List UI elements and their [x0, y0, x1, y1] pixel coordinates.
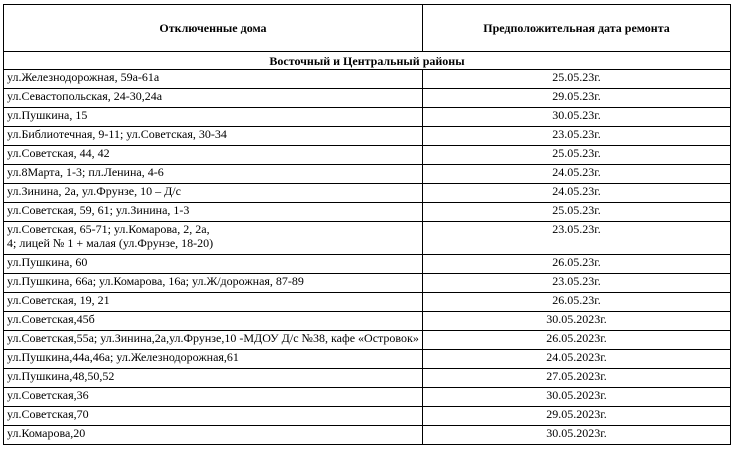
- table-row: [4, 407, 731, 426]
- repair-date-cell: 26.05.23г.: [423, 255, 731, 274]
- repair-date-cell: 30.05.2023г.: [423, 388, 731, 407]
- address-cell: ул.Зинина, 2а, ул.Фрунзе, 10 – Д/с: [4, 184, 423, 203]
- repair-date-cell: 25.05.23г.: [423, 146, 731, 165]
- repair-date-cell: 30.05.2023г.: [423, 426, 731, 445]
- table-row: [4, 331, 731, 350]
- address-cell: ул.Советская,70: [4, 407, 423, 426]
- address-cell: ул.Советская, 65-71; ул.Комарова, 2, 2а, 4; лицей № 1 + малая (ул.Фрунзе, 18-20): [4, 222, 423, 255]
- table-row: [4, 146, 731, 165]
- table-row: [4, 89, 731, 108]
- address-cell: ул.Советская, 44, 42: [4, 146, 423, 165]
- table-row: [4, 203, 731, 222]
- table-row: [4, 293, 731, 312]
- address-cell: ул.Библиотечная, 9-11; ул.Советская, 30-34: [4, 127, 423, 146]
- table-row: [4, 70, 731, 89]
- address-cell: ул.Комарова,20: [4, 426, 423, 445]
- repair-date-cell: 24.05.2023г.: [423, 350, 731, 369]
- repair-date-cell: 30.05.2023г.: [423, 312, 731, 331]
- address-cell: ул.Пушкина, 60: [4, 255, 423, 274]
- repair-date-cell: 30.05.23г.: [423, 108, 731, 127]
- repair-date-cell: 26.05.2023г.: [423, 331, 731, 350]
- header-houses: Отключенные дома: [4, 5, 423, 52]
- address-cell: ул.Пушкина,44а,46а; ул.Железнодорожная,61: [4, 350, 423, 369]
- header-row: [4, 5, 731, 52]
- repair-date-cell: 25.05.23г.: [423, 70, 731, 89]
- table-row: [4, 255, 731, 274]
- table-row: [4, 388, 731, 407]
- address-cell: ул.Советская, 19, 21: [4, 293, 423, 312]
- address-cell: ул.Советская,45б: [4, 312, 423, 331]
- repair-date-cell: 23.05.23г.: [423, 274, 731, 293]
- repair-date-cell: 29.05.2023г.: [423, 407, 731, 426]
- repair-date-cell: 27.05.2023г.: [423, 369, 731, 388]
- table-row: [4, 426, 731, 445]
- repair-date-cell: 23.05.23г.: [423, 222, 731, 255]
- address-cell: ул.Севастопольская, 24-30,24а: [4, 89, 423, 108]
- repair-date-cell: 24.05.23г.: [423, 184, 731, 203]
- table-row: [4, 184, 731, 203]
- table-row: [4, 127, 731, 146]
- repair-date-cell: 25.05.23г.: [423, 203, 731, 222]
- repair-date-cell: 26.05.23г.: [423, 293, 731, 312]
- repair-date-cell: 29.05.23г.: [423, 89, 731, 108]
- address-cell: ул.Советская,55а; ул.Зинина,2а,ул.Фрунзе,10 -МДОУ Д/с №38, кафе «Островок»: [4, 331, 423, 350]
- address-cell: ул.Пушкина, 66а; ул.Комарова, 16а; ул.Ж/дорожная, 87-89: [4, 274, 423, 293]
- address-cell: ул.Пушкина,48,50,52: [4, 369, 423, 388]
- repair-date-cell: 23.05.23г.: [423, 127, 731, 146]
- table-row: [4, 350, 731, 369]
- address-cell: ул.Советская, 59, 61; ул.Зинина, 1-3: [4, 203, 423, 222]
- address-cell: ул.8Марта, 1-3; пл.Ленина, 4-6: [4, 165, 423, 184]
- address-cell: ул.Пушкина, 15: [4, 108, 423, 127]
- repair-date-cell: 24.05.23г.: [423, 165, 731, 184]
- region-title: Восточный и Центральный районы: [4, 52, 731, 70]
- header-repair-date: Предположительная дата ремонта: [423, 5, 731, 52]
- table-row: [4, 165, 731, 184]
- table-row: [4, 222, 731, 255]
- table-row: [4, 312, 731, 331]
- table-row: [4, 274, 731, 293]
- address-cell: ул.Советская,36: [4, 388, 423, 407]
- table-row: [4, 108, 731, 127]
- region-row: [4, 52, 731, 70]
- table-row: [4, 369, 731, 388]
- outage-table: [3, 4, 731, 445]
- address-cell: ул.Железнодорожная, 59а-61а: [4, 70, 423, 89]
